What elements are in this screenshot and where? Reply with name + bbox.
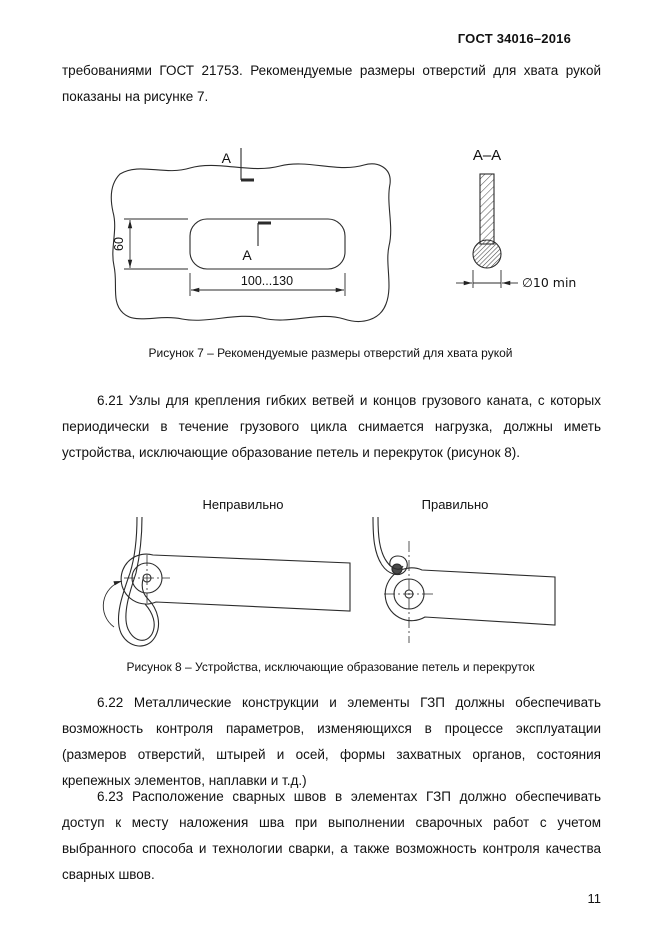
drawing-correct [373, 517, 555, 643]
doc-number: ГОСТ 34016–2016 [457, 31, 571, 46]
paragraph-6-23: 6.23 Расположение сварных швов в элементах ГЗП должно обеспечивать доступ к месту наложения шва при выполнении сварочных работ с учетом выбранного способа и технологии сварки, а также возможность контроля качества сварных швов. [62, 789, 601, 882]
section-label-top: A [221, 150, 231, 166]
figure7-drawing [60, 132, 600, 344]
rotation-arrow [103, 581, 122, 627]
section-view-a-a [473, 174, 501, 268]
paragraph-6-21: 6.21 Узлы для крепления гибких ветвей и концов грузового каната, с которых периодически в течение грузового цикла снимается нагрузка, должны иметь устройства, исключающие образование петель и перекруток (рисунок 8). [62, 393, 601, 460]
figure8 [60, 515, 600, 665]
paragraph-intro: требованиями ГОСТ 21753. Рекомендуемые размеры отверстий для хвата рукой показаны на рисунке 7. [62, 63, 601, 104]
plate-incorrect [121, 554, 350, 611]
paragraph-6-22: 6.22 Металлические конструкции и элементы ГЗП должны обеспечивать возможность контроля параметров, изменяющихся в процессе эксплуатации (размеров отверстий, штырей и осей, формы захватных органов, состояния крепежных элементов, наплавки и т.д.) [62, 695, 601, 788]
dim-diameter-label: ∅10 min [522, 275, 577, 290]
figure8-drawing [60, 515, 600, 665]
section-label-inner: A [242, 247, 252, 263]
figure8-caption: Рисунок 8 – Устройства, исключающие образование петель и перекруток [126, 660, 535, 674]
figure8-label-correct: Правильно [421, 497, 489, 512]
cable-hooked [373, 517, 407, 575]
page-number: 11 [587, 891, 601, 906]
section-view-title: A–A [472, 147, 502, 164]
pin-correct [384, 541, 434, 643]
dimension-height-60 [124, 219, 188, 269]
plate-correct [385, 568, 555, 625]
cable-with-loop [118, 517, 158, 646]
plate-break-outline [111, 164, 390, 322]
pin-incorrect [124, 555, 170, 603]
dim-width-label: 100...130 [240, 274, 294, 288]
figure7 [60, 132, 600, 344]
dim-height-label: 60 [112, 237, 126, 251]
section-mark-inner [258, 223, 271, 246]
section-mark-top [241, 148, 254, 180]
dimension-diameter-10 [456, 270, 518, 288]
hand-hole-slot [190, 219, 345, 269]
drawing-incorrect [103, 517, 350, 646]
figure7-caption: Рисунок 7 – Рекомендуемые размеры отверстий для хвата рукой [148, 346, 513, 360]
figure8-label-incorrect: Неправильно [202, 497, 284, 512]
